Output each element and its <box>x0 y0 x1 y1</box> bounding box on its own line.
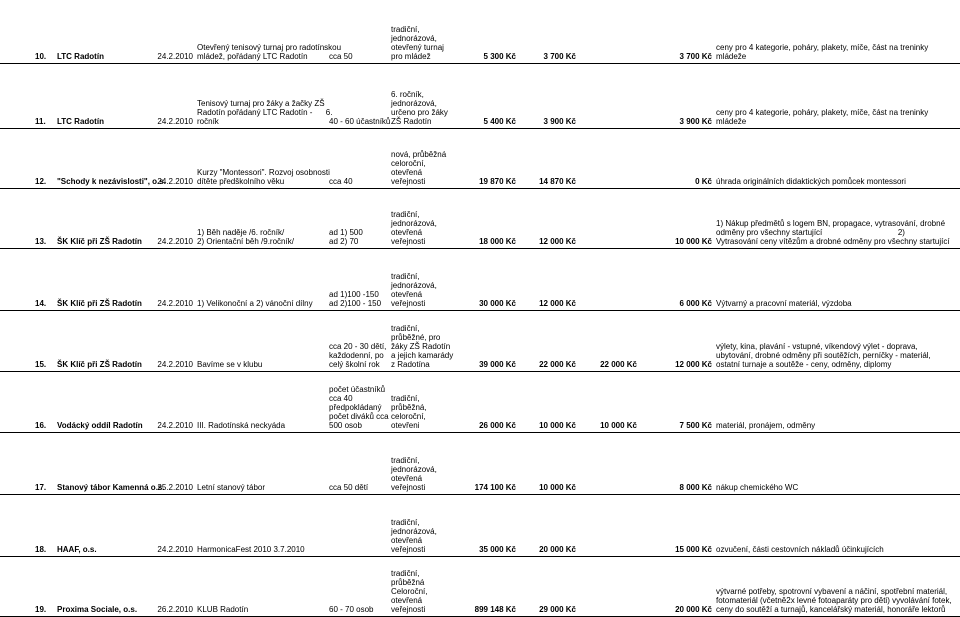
requested-amount: 10 000 Kč <box>539 483 576 492</box>
table-row <box>0 311 960 372</box>
project-name: KLUB Radotín <box>197 605 249 614</box>
requested-amount: 22 000 Kč <box>539 360 576 369</box>
recommended-amount: 10 000 Kč <box>600 421 637 430</box>
requested-amount: 3 900 Kč <box>543 117 576 126</box>
table-row <box>0 0 960 64</box>
event-type: 6. ročník, jednorázová, určeno pro žáky ZŠ Radotín <box>391 90 448 126</box>
purpose: materiál, pronájem, odměny <box>716 421 816 430</box>
event-type: tradiční, jednorázová, otevřená veřejnosti <box>391 456 437 492</box>
organization: ŠK Klíč při ZŠ Radotín <box>57 360 142 369</box>
granted-amount: 8 000 Kč <box>679 483 712 492</box>
submitted-date: 26.2.2010 <box>157 605 193 614</box>
granted-amount: 10 000 Kč <box>675 237 712 246</box>
submitted-date: 24.2.2010 <box>157 299 193 308</box>
participants: ad 1)100 -150 ad 2)100 - 150 <box>329 290 382 308</box>
participants: cca 20 - 30 dětí, každodenní, po celý školní rok <box>329 342 387 369</box>
purpose: ceny pro 4 kategorie, poháry, plakety, míče, část na treninky mládeže <box>716 108 929 126</box>
event-type: tradiční, jednorázová, otevřená veřejnosti <box>391 210 437 246</box>
submitted-date: 24.2.2010 <box>157 360 193 369</box>
organization: Vodácký oddíl Radotín <box>57 421 143 430</box>
table-row <box>0 372 960 433</box>
organization: ŠK Klíč při ZŠ Radotín <box>57 299 142 308</box>
table-row <box>0 249 960 311</box>
organization: Proxima Sociale, o.s. <box>57 605 138 614</box>
organization: LTC Radotín <box>57 52 104 61</box>
total-cost: 174 100 Kč <box>474 483 516 492</box>
event-type: tradiční, jednorázová, otevřený turnaj pro mládež <box>391 25 444 61</box>
row-number: 16. <box>35 421 47 430</box>
project-name: Bavíme se v klubu <box>197 360 263 369</box>
granted-amount: 20 000 Kč <box>675 605 712 614</box>
organization: "Schody k nezávislosti", o.s. <box>57 177 166 186</box>
granted-amount: 0 Kč <box>695 177 712 186</box>
row-number: 12. <box>35 177 47 186</box>
submitted-date: 24.2.2010 <box>157 117 193 126</box>
purpose: výtvarné potřeby, spotrovní vybavení a náčiní, spotřební materiál, fotomateriál (včetně2x levné fotoaparáty pro děti) vyvolávání fotek, ceny do soutěží a turnajů, kancelářský materiál, honoráře lektorů <box>716 587 952 614</box>
project-name: III. Radotínská neckyáda <box>197 421 286 430</box>
submitted-date: 25.2.2010 <box>157 483 193 492</box>
table-row <box>0 129 960 189</box>
participants: cca 50 dětí <box>329 483 369 492</box>
total-cost: 899 148 Kč <box>474 605 516 614</box>
purpose: nákup chemického WC <box>716 483 799 492</box>
total-cost: 35 000 Kč <box>479 545 516 554</box>
total-cost: 39 000 Kč <box>479 360 516 369</box>
requested-amount: 12 000 Kč <box>539 237 576 246</box>
organization: LTC Radotín <box>57 117 104 126</box>
total-cost: 5 400 Kč <box>483 117 516 126</box>
granted-amount: 6 000 Kč <box>679 299 712 308</box>
project-name: Tenisový turnaj pro žáky a žačky ZŠ Radotín pořádaný LTC Radotín - 6. ročník <box>197 99 333 126</box>
table-row <box>0 189 960 249</box>
row-number: 19. <box>35 605 47 614</box>
purpose: Výtvarný a pracovní materiál, výzdoba <box>716 299 852 308</box>
submitted-date: 24.2.2010 <box>157 421 193 430</box>
table-row <box>0 495 960 557</box>
row-number: 17. <box>35 483 47 492</box>
submitted-date: 24.2.2010 <box>157 545 193 554</box>
event-type: nová, průběžná celoroční, otevřená veřejnosti <box>391 150 447 186</box>
purpose: 1) Nákup předmětů s logem BN, propagace, vytrasování, drobné odměny pro všechny startující 2) Vytrasování ceny vítězům a drobné odměny pro všechny startující <box>716 219 950 246</box>
total-cost: 19 870 Kč <box>479 177 516 186</box>
event-type: tradiční, průběžná, celoroční, otevřeni <box>391 394 427 430</box>
requested-amount: 14 870 Kč <box>539 177 576 186</box>
organization: ŠK Klíč při ZŠ Radotín <box>57 237 142 246</box>
table-row <box>0 557 960 617</box>
requested-amount: 20 000 Kč <box>539 545 576 554</box>
table-row <box>0 433 960 495</box>
table-row <box>0 64 960 129</box>
row-number: 15. <box>35 360 47 369</box>
participants: 40 - 60 účastníků <box>329 117 391 126</box>
event-type: tradiční, jednorázová, otevřená veřejnosti <box>391 272 437 308</box>
row-number: 14. <box>35 299 47 308</box>
purpose: ozvučení, části cestovních nákladů účinkujících <box>716 545 884 554</box>
row-number: 18. <box>35 545 47 554</box>
organization: HAAF, o.s. <box>57 545 97 554</box>
total-cost: 26 000 Kč <box>479 421 516 430</box>
project-name: 1) Běh naděje /6. ročník/ 2) Orientační běh /9.ročník/ <box>197 228 294 246</box>
organization: Stanový tábor Kamenná o.s. <box>57 483 165 492</box>
total-cost: 30 000 Kč <box>479 299 516 308</box>
participants: cca 50 <box>329 52 353 61</box>
requested-amount: 29 000 Kč <box>539 605 576 614</box>
event-type: tradiční, průběžné, pro žáky ZŠ Radotín a jejich kamarády z Radotína <box>391 324 454 369</box>
requested-amount: 3 700 Kč <box>543 52 576 61</box>
row-number: 11. <box>35 117 46 126</box>
participants: počet účastníků cca 40 předpokládaný počet diváků cca 500 osob <box>329 385 389 430</box>
granted-amount: 7 500 Kč <box>679 421 712 430</box>
participants: 60 - 70 osob <box>329 605 374 614</box>
granted-amount: 12 000 Kč <box>675 360 712 369</box>
purpose: výlety, kina, plavání - vstupné, víkendový výlet - doprava, ubytování, drobné odměny při soutěžích, perníčky - materiál, ostatní turnaje a soutěže - ceny, odměny, diplomy <box>716 342 931 369</box>
requested-amount: 12 000 Kč <box>539 299 576 308</box>
purpose: ceny pro 4 kategorie, poháry, plakety, míče, část na treninky mládeže <box>716 43 929 61</box>
project-name: Kurzy "Montessori". Rozvoj osobnosti dítěte předškolního věku <box>197 168 330 186</box>
granted-amount: 3 700 Kč <box>679 52 712 61</box>
row-number: 10. <box>35 52 47 61</box>
submitted-date: 24.2.2010 <box>157 52 193 61</box>
project-name: 1) Velikonoční a 2) vánoční dílny <box>197 299 313 308</box>
purpose: úhrada originálních didaktických pomůcek montessori <box>716 177 906 186</box>
requested-amount: 10 000 Kč <box>539 421 576 430</box>
participants: ad 1) 500 ad 2) 70 <box>329 228 363 246</box>
row-number: 13. <box>35 237 47 246</box>
project-name: HarmonicaFest 2010 3.7.2010 <box>197 545 305 554</box>
total-cost: 5 300 Kč <box>483 52 516 61</box>
project-name: Otevřený tenisový turnaj pro radotínskou mládež, pořádaný LTC Radotín <box>197 43 342 61</box>
granted-amount: 15 000 Kč <box>675 545 712 554</box>
project-name: Letní stanový tábor <box>197 483 266 492</box>
submitted-date: 24.2.2010 <box>157 177 193 186</box>
recommended-amount: 22 000 Kč <box>600 360 637 369</box>
event-type: tradiční, jednorázová, otevřená veřejnosti <box>391 518 437 554</box>
event-type: tradiční, průběžná Celoroční, otevřená veřejnosti <box>391 569 428 614</box>
granted-amount: 3 900 Kč <box>679 117 712 126</box>
participants: cca 40 <box>329 177 353 186</box>
total-cost: 18 000 Kč <box>479 237 516 246</box>
submitted-date: 24.2.2010 <box>157 237 193 246</box>
